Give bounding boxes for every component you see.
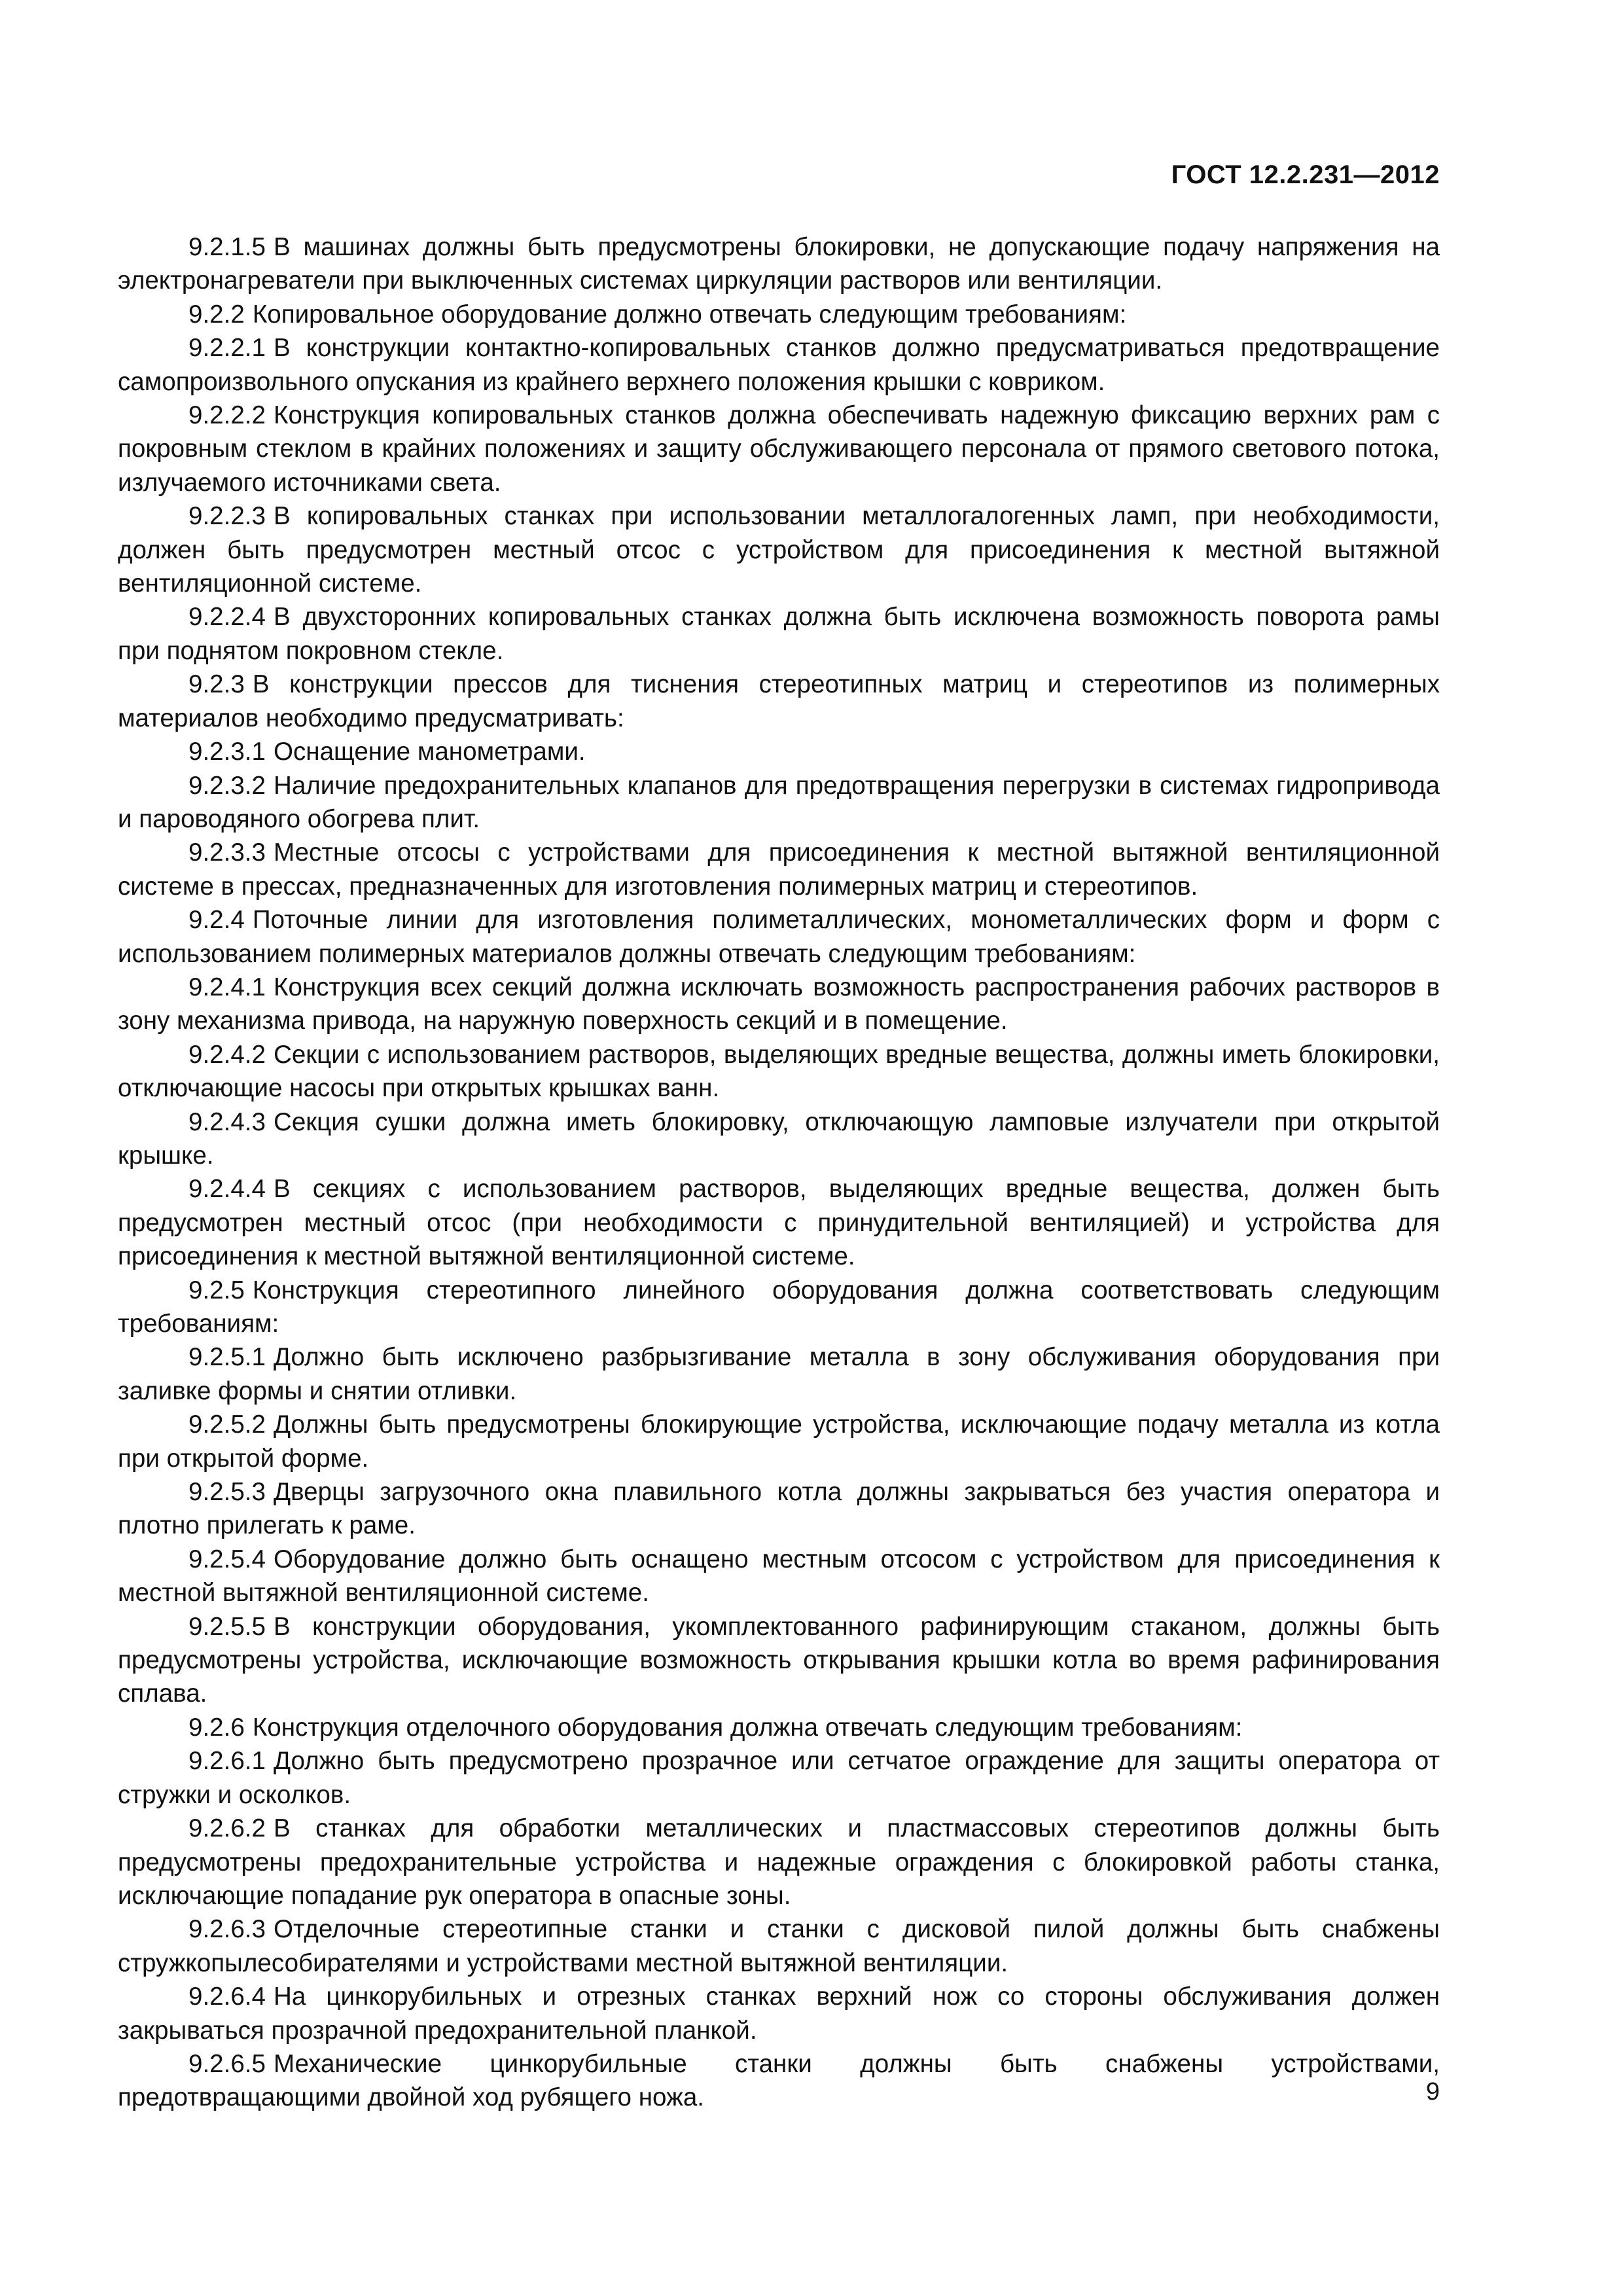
clause-9-2-4-4 xyxy=(118,1172,1440,1273)
clause-text: Оснащение манометрами. xyxy=(273,738,586,766)
clause-number: 9.2.4.2 xyxy=(188,1040,266,1069)
clause-text: Конструкция всех секций должна исключать возможность распространения рабочих растворов в зону механизма привода, на наружную поверхность секций и в помещение. xyxy=(118,973,1440,1035)
clause-number: 9.2.1.5 xyxy=(188,233,266,261)
clause-9-2-2-3 xyxy=(118,499,1440,600)
clause-number: 9.2.2.3 xyxy=(188,502,266,531)
clause-9-2-3-3 xyxy=(118,836,1440,903)
clause-9-2-4-3 xyxy=(118,1105,1440,1173)
clause-text: В машинах должны быть предусмотрены блокировки, не допускающие подачу напряжения на электронагреватели при выключенных системах циркуляции растворов или вентиляции. xyxy=(118,233,1440,295)
clause-number: 9.2.2.2 xyxy=(188,401,266,430)
clause-9-2-1-5 xyxy=(118,230,1440,298)
clause-number: 9.2.6.5 xyxy=(188,2049,266,2078)
clause-9-2-2 xyxy=(118,298,1440,331)
clause-number: 9.2.3.2 xyxy=(188,771,266,800)
clause-number: 9.2.6.4 xyxy=(188,1982,266,2011)
clause-number: 9.2.3.1 xyxy=(188,738,266,766)
clause-text: Местные отсосы с устройствами для присоединения к местной вытяжной вентиляционной системе в прессах, предназначенных для изготовления полимерных матриц и стереотипов. xyxy=(118,838,1440,901)
clause-number: 9.2.4.1 xyxy=(188,973,266,1001)
clause-number: 9.2.4.3 xyxy=(188,1107,266,1136)
clause-text: В конструкции оборудования, укомплектованного рафинирующим стаканом, должны быть предусмотрены устройства, исключающие возможность открывания крышки котла во время рафинирования сплава. xyxy=(118,1612,1440,1708)
clause-number: 9.2.2 xyxy=(188,300,245,329)
clause-text: Дверцы загрузочного окна плавильного котла должны закрываться без участия оператора и плотно прилегать к раме. xyxy=(118,1478,1440,1540)
clause-text: В станках для обработки металлических и пластмассовых стереотипов должны быть предусмотрены предохранительные устройства и надежные ограждения с блокировкой работы станка, исключающие попадание рук оператора в опасные зоны. xyxy=(118,1814,1440,1910)
clause-9-2-6 xyxy=(118,1711,1440,1744)
clause-text: На цинкорубильных и отрезных станках верхний нож со стороны обслуживания должен закрываться прозрачной предохранительной планкой. xyxy=(118,1982,1440,2045)
clause-number: 9.2.5.5 xyxy=(188,1612,266,1641)
clause-9-2-6-2 xyxy=(118,1812,1440,1912)
clause-number: 9.2.4 xyxy=(188,906,245,935)
clause-number: 9.2.2.1 xyxy=(188,334,266,363)
clause-9-2-6-3 xyxy=(118,1912,1440,1980)
clause-text: Должно быть исключено разбрызгивание металла в зону обслуживания оборудования при заливке формы и снятии отливки. xyxy=(118,1343,1440,1405)
clause-number: 9.2.6.2 xyxy=(188,1814,266,1843)
clause-9-2-4 xyxy=(118,903,1440,971)
clause-number: 9.2.6.3 xyxy=(188,1915,266,1944)
clause-number: 9.2.4.4 xyxy=(188,1175,266,1204)
clause-text: Должны быть предусмотрены блокирующие устройства, исключающие подачу металла из котла при открытой форме. xyxy=(118,1410,1440,1473)
clause-9-2-3 xyxy=(118,668,1440,735)
clause-9-2-5-2 xyxy=(118,1408,1440,1475)
clause-number: 9.2.5 xyxy=(188,1276,245,1304)
clause-9-2-5-5 xyxy=(118,1610,1440,1711)
clause-text: В конструкции контактно-копировальных станков должно предусматриваться предотвращение самопроизвольного опускания из крайнего верхнего положения крышки с ковриком. xyxy=(118,334,1440,396)
document-designation: ГОСТ 12.2.231—2012 xyxy=(1171,160,1440,189)
clause-text: В двухсторонних копировальных станках должна быть исключена возможность поворота рамы при поднятом покровном стекле. xyxy=(118,603,1440,665)
clause-number: 9.2.5.4 xyxy=(188,1545,266,1573)
clause-number: 9.2.5.1 xyxy=(188,1343,266,1372)
clause-number: 9.2.6 xyxy=(188,1713,245,1742)
clause-text: Конструкция копировальных станков должна обеспечивать надежную фиксацию верхних рам с покровным стеклом в крайних положениях и защиту обслуживающего персонала от прямого светового потока, излучаемого источниками света. xyxy=(118,401,1440,497)
clause-text: Механические цинкорубильные станки должны быть снабжены устройствами, предотвращающими двойной ход рубящего ножа. xyxy=(118,2049,1440,2112)
document-body xyxy=(118,230,1440,2115)
clause-9-2-5 xyxy=(118,1274,1440,1341)
clause-number: 9.2.3 xyxy=(188,670,245,699)
clause-9-2-6-5 xyxy=(118,2047,1440,2115)
page-number: 9 xyxy=(1425,2078,1440,2106)
clause-9-2-3-2 xyxy=(118,769,1440,836)
clause-number: 9.2.3.3 xyxy=(188,838,266,867)
clause-text: Конструкция стереотипного линейного оборудования должна соответствовать следующим требованиям: xyxy=(118,1276,1440,1338)
clause-text: Должно быть предусмотрено прозрачное или сетчатое ограждение для защиты оператора от стружки и осколков. xyxy=(118,1747,1440,1809)
clause-9-2-6-1 xyxy=(118,1744,1440,1812)
clause-9-2-3-1 xyxy=(118,735,1440,768)
clause-9-2-2-1 xyxy=(118,331,1440,399)
clause-text: Конструкция отделочного оборудования должна отвечать следующим требованиям: xyxy=(252,1713,1243,1742)
clause-text: Секция сушки должна иметь блокировку, отключающую ламповые излучатели при открытой крышке. xyxy=(118,1107,1440,1170)
clause-9-2-4-1 xyxy=(118,971,1440,1038)
clause-text: В конструкции прессов для тиснения стереотипных матриц и стереотипов из полимерных материалов необходимо предусматривать: xyxy=(118,670,1440,732)
clause-9-2-2-2 xyxy=(118,399,1440,499)
clause-text: Секции с использованием растворов, выделяющих вредные вещества, должны иметь блокировки, отключающие насосы при открытых крышках ванн. xyxy=(118,1040,1440,1103)
clause-9-2-2-4 xyxy=(118,600,1440,668)
clause-9-2-6-4 xyxy=(118,1980,1440,2047)
clause-number: 9.2.6.1 xyxy=(188,1747,266,1776)
clause-9-2-5-1 xyxy=(118,1340,1440,1408)
clause-text: Отделочные стереотипные станки и станки с дисковой пилой должны быть снабжены стружкопылесобирателями и устройствами местной вытяжной вентиляции. xyxy=(118,1915,1440,1977)
clause-text: В секциях с использованием растворов, выделяющих вредные вещества, должен быть предусмотрен местный отсос (при необходимости с принудительной вентиляцией) и устройства для присоединения к местной вытяжной вентиляционной системе. xyxy=(118,1175,1440,1271)
clause-text: В копировальных станках при использовании металлогалогенных ламп, при необходимости, должен быть предусмотрен местный отсос с устройством для присоединения к местной вытяжной вентиляционной системе. xyxy=(118,502,1440,598)
clause-9-2-5-3 xyxy=(118,1475,1440,1543)
clause-text: Поточные линии для изготовления полиметаллических, монометаллических форм и форм с использованием полимерных материалов должны отвечать следующим требованиям: xyxy=(118,906,1440,968)
clause-number: 9.2.5.3 xyxy=(188,1478,266,1507)
clause-text: Копировальное оборудование должно отвечать следующим требованиям: xyxy=(252,300,1127,329)
clause-number: 9.2.5.2 xyxy=(188,1410,266,1439)
clause-9-2-5-4 xyxy=(118,1543,1440,1610)
clause-text: Оборудование должно быть оснащено местным отсосом с устройством для присоединения к местной вытяжной вентиляционной системе. xyxy=(118,1545,1440,1607)
clause-text: Наличие предохранительных клапанов для предотвращения перегрузки в системах гидропривода и пароводяного обогрева плит. xyxy=(118,771,1440,833)
clause-9-2-4-2 xyxy=(118,1038,1440,1105)
clause-number: 9.2.2.4 xyxy=(188,603,266,632)
